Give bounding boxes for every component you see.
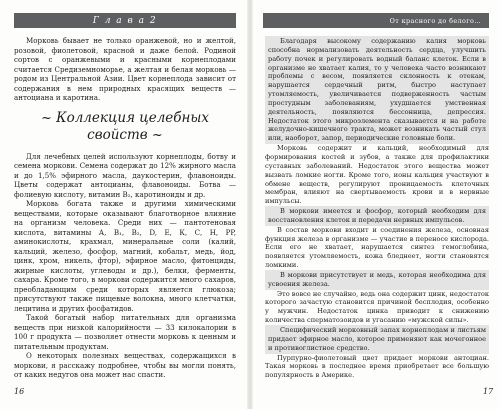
section-heading	[14, 110, 236, 144]
paragraph: О некоторых полезных веществах, содержащихся в моркови, я расскажу подробнее, чтобы вы могли понять, от каких недугов она может нас спасти.	[14, 351, 236, 379]
right-body-text	[265, 36, 489, 380]
running-title: От красного до белого…	[389, 16, 481, 25]
paragraph: В состав моркови входит и соединения железа, основная функция железа в организме — участие в переносе кислорода. Если его не хватает, нарушается синтез гемоглобина, появляется утомляемость, кожа бледнеет, ногти становятся ломкими.	[265, 225, 489, 270]
right-page	[253, 0, 500, 409]
left-body-text	[14, 36, 236, 380]
paragraph: Пурпурно-фиолетовый цвет придает моркови антоциан. Такая морковь в последнее время приобретает все большую популярность в Америке.	[265, 353, 489, 380]
chapter-title: Г л а в а 2	[92, 15, 158, 26]
shaded-paragraph: В моркови имеется и фосфор, который необходим для восстановления клеток и передачи нервных импульсов.	[265, 206, 489, 226]
section-heading-text: Коллекция целебных свойств	[56, 109, 210, 143]
paragraph: Морковь богата также и другими химическими веществами, которые оказывают благотворное влияние на организм человека. Среди них — пантотеновая кислота, витамины А, B₁, B₂, D, Е, К, С, Н, PP, аминокислоты, крахмал, минеральные соли (калий, кальций, железо, фосфор, магний, кобальт, медь, йод, цинк, хром, никель, фтор), эфирное масло, фитонциды, жирные кислоты, углеводы и др.), белки, ферменты, сахара. Кроме того, в моркови содержится много сахаров, преобладающим среди которых является глюкоза; присутствуют также пищевые волокна, много клетчатки, лецитина и других фосфатидов.	[14, 199, 236, 313]
left-page	[0, 0, 247, 409]
right-running-header	[263, 13, 489, 28]
paragraph: Это вовсе не случайно, ведь она содержит цинк, недостаток которого зачастую становится причиной бесплодия, особенно у мужчин. Недостаток цинка приводит к снижению количества сперматозоидов и угасанию «мужской силы».	[265, 289, 489, 325]
shaded-paragraph: Благодаря высокому содержанию калия морковь способна нормализовать деятельность сердца, улучшить работу почек и регулировать водный баланс клеток. Если в организме не хватает калия, то у человека часто возникают проблемы с весом, появляется склонность к отекам, нарушается сердечный ритм, быстро наступает утомляемость, увеличивается подверженность частым простудным заболеваниям, ухудшается умственная деятельность, появляются бессонница, депрессия. Недостаток этого микроэлемента сказывается и на работе желудочно-кишечного тракта, может возникать частый стул или, наоборот, запор, периодические головные боли.	[265, 36, 489, 144]
paragraph: Морковь содержит и кальций, необходимый для формирования костей и зубов, а также для профилактики суставных заболеваний. Недостаток этого вещества может вызвать ломкие ногти. Кроме того, ионы кальция участвуют в обмене веществ, регулируют проницаемость клеточных мембран, влияют на свертываемость крови и в нервные импульсы.	[265, 144, 489, 206]
flourish-ornament-left: ~	[40, 110, 52, 126]
paragraph: Для лечебных целей используют корнеплоды, ботву и семена моркови. Семена содержат до 12% жирного масла и до 1,5% эфирного масла, даукостерин, флавоноиды. Цветы содержат антоцианы, флавоноиды. Ботва — фолиевую кислоту, витамин B₂, каротиноиды и др.	[14, 151, 236, 199]
flourish-ornament-right: ~	[151, 127, 163, 143]
page-number-left: 16	[14, 387, 25, 396]
shaded-paragraph: В моркови присутствует и медь, которая необходима для усвоения железа.	[265, 270, 489, 290]
left-running-header	[14, 13, 236, 28]
paragraph: Морковь бывает не только оранжевой, но и желтой, розовой, фиолетовой, красной и даже белой. Родиной сортов с оранжевыми и красными корнеплодами считается Средиземноморье, а желтая и белая морковь — родом из Центральной Азии. Цвет корнеплода зависит от содержания в нем природных красящих веществ — антоциана и каротина.	[14, 36, 236, 102]
page-number-right: 17	[483, 387, 494, 396]
shaded-paragraph: Специфический морковный запах корнеплодам и листьям придает эфирное масло, которое применяют как мочегонное и противоглистное средство.	[265, 325, 489, 354]
paragraph: Такой богатый набор питательных для организма веществ при низкой калорийности — 33 килокалории в 100 г продукта — позволяет отнести морковь к ценным и питательным продуктам.	[14, 313, 236, 351]
